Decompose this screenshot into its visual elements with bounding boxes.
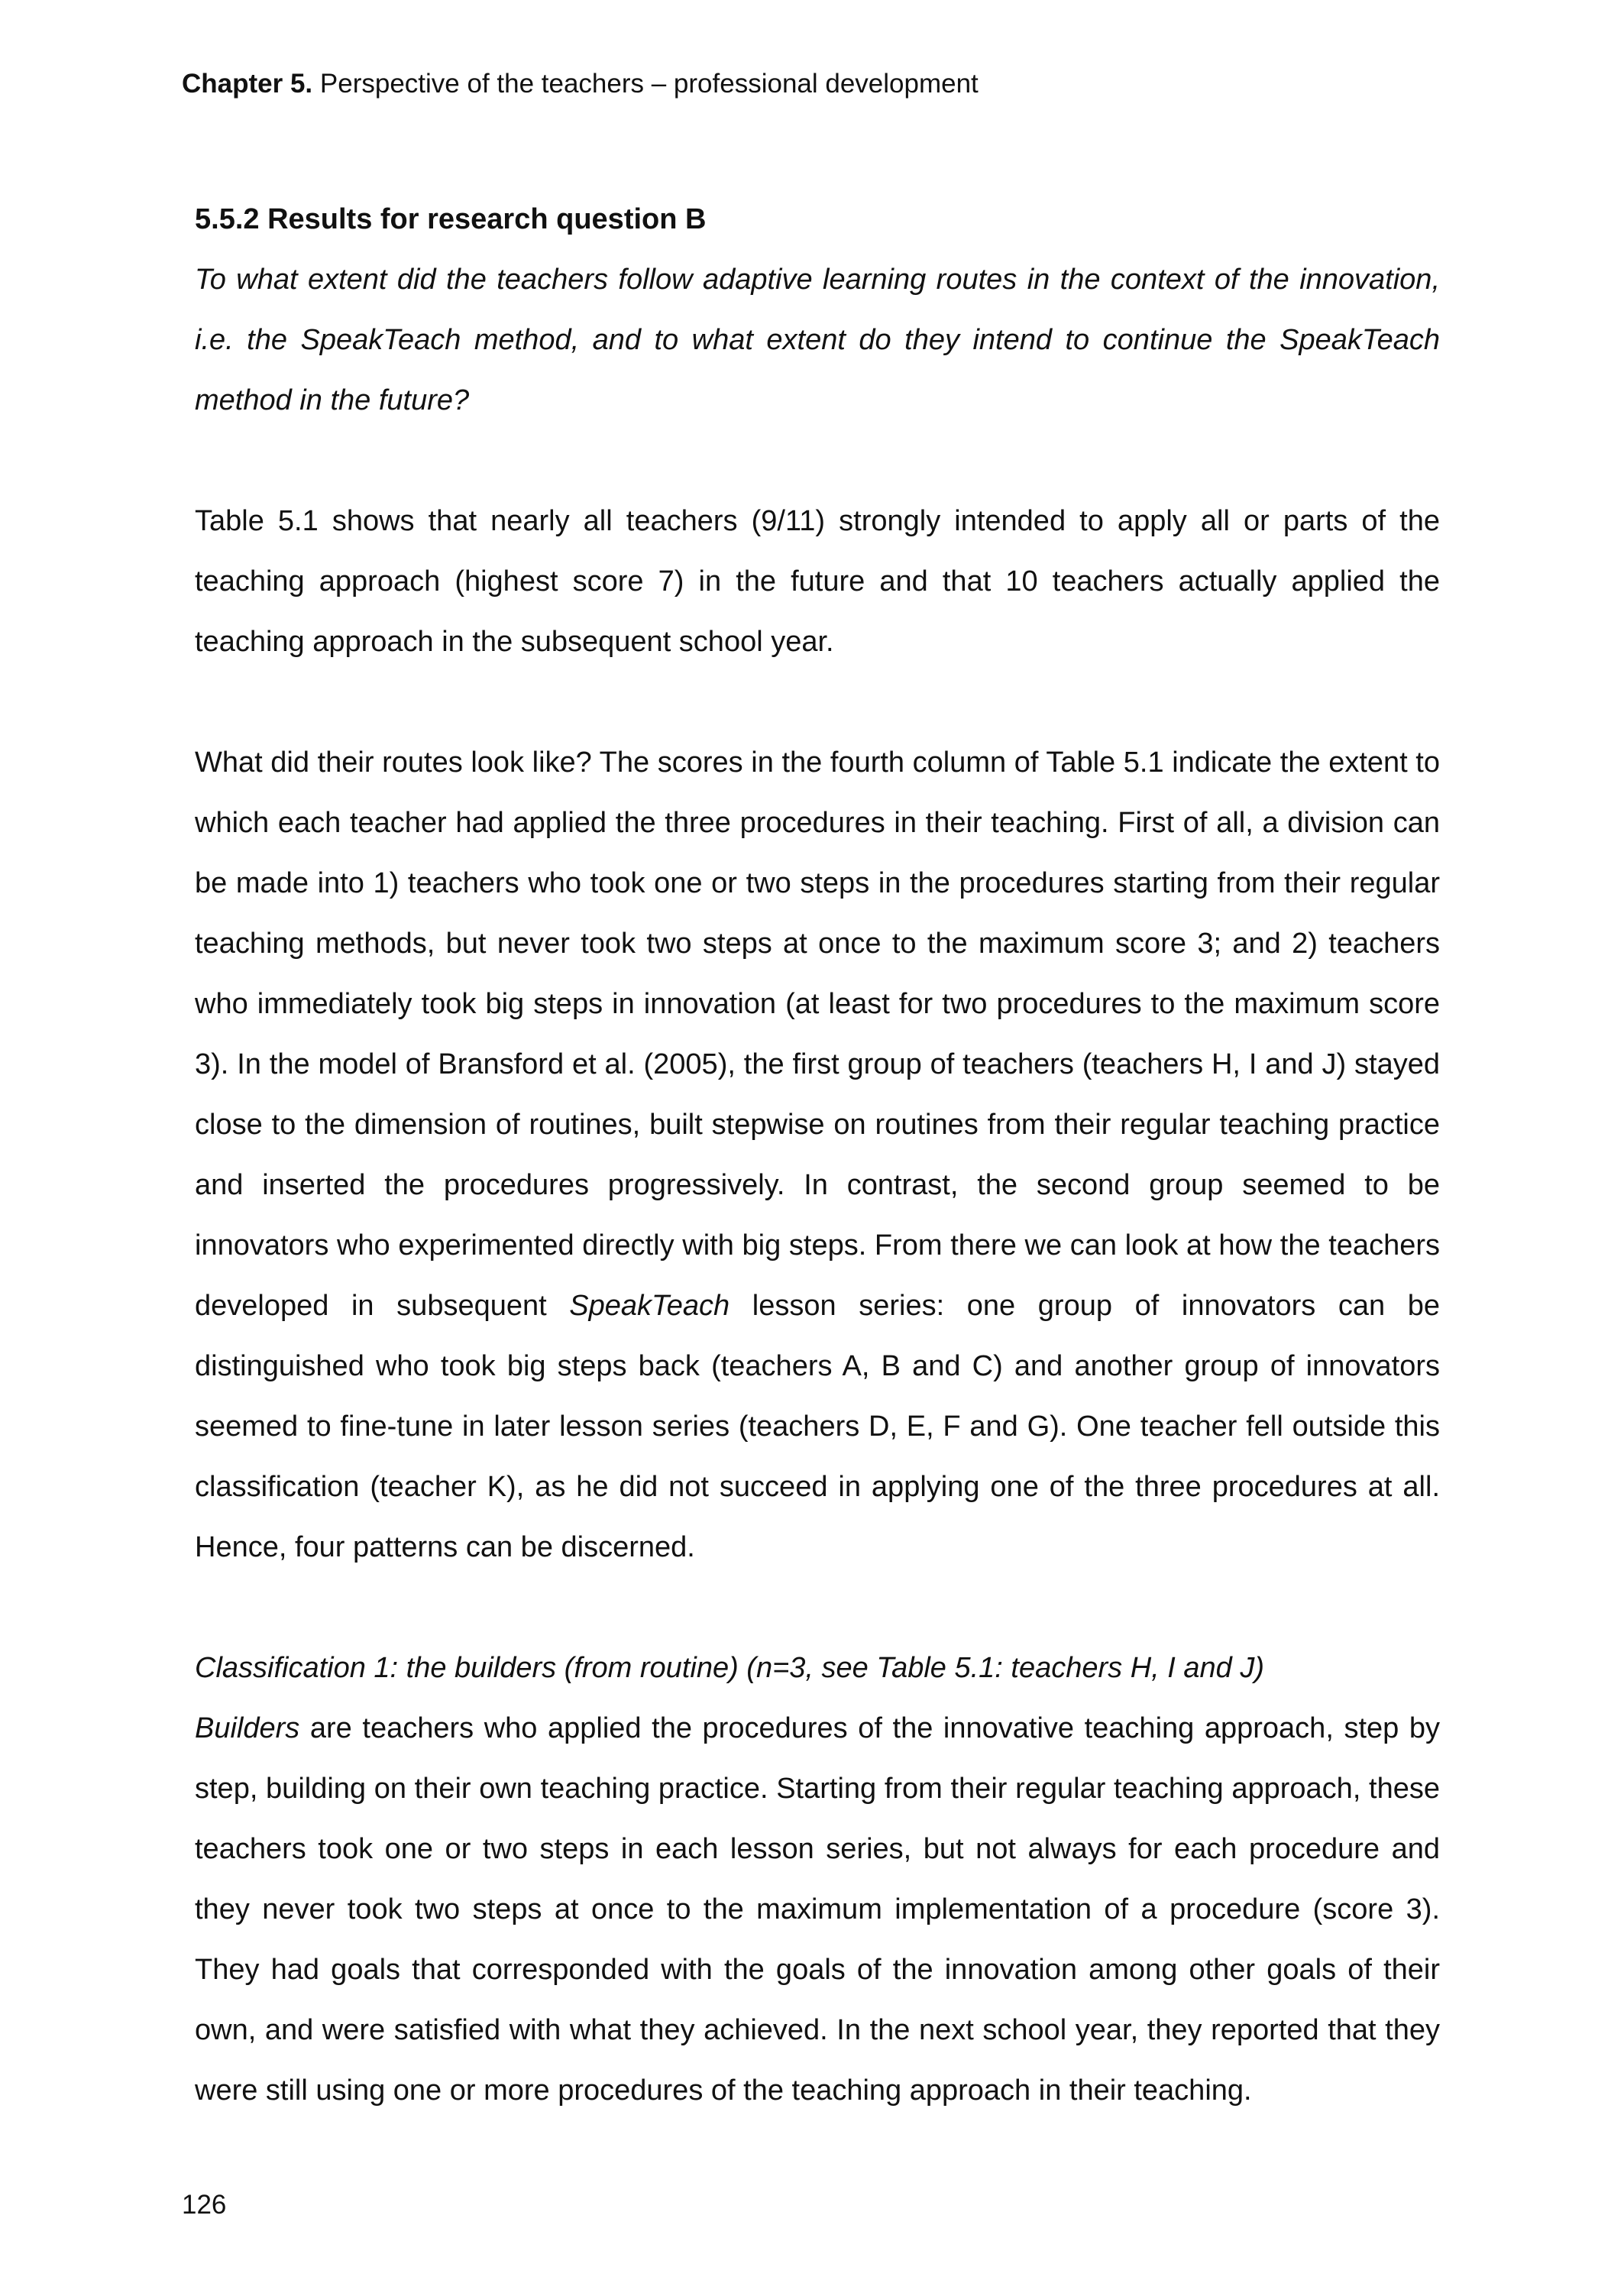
paragraph-gap (195, 431, 1440, 491)
chapter-label: Chapter 5. (182, 69, 313, 99)
paragraph-3-term: Builders (195, 1712, 300, 1744)
paragraph-2-part-1: What did their routes look like? The scores in the fourth column of Table 5.1 indicate the extent to which each teacher had applied the three procedures in their teaching. First of all, a division can be made into 1) teachers who took one or two steps in the procedures starting from their regular teaching methods, but never took two steps at once to the maximum score 3; and 2) teachers who immediately took big steps in innovation (at least for two procedures to the maximum score 3). In the model of Bransford et al. (2005), the first group of teachers (teachers H, I and J) stayed close to the dimension of routines, built stepwise on routines from their regular teaching practice and inserted the procedures progressively. In contrast, the second group seemed to be innovators who experimented directly with big steps. From there we can look at how the teachers developed in subsequent (195, 747, 1440, 1322)
page-number: 126 (182, 2190, 227, 2220)
paragraph-3-text: are teachers who applied the procedures of the innovative teaching approach, step by step, building on their own teaching practice. Starting from their regular teaching approach, these teachers took one or two steps in each lesson series, but not always for each procedure and they never took two steps at once to the maximum implementation of a procedure (score 3). They had goals that corresponded with the goals of the innovation among other goals of their own, and were satisfied with what they achieved. In the next school year, they reported that they were still using one or more procedures of the teaching approach in their teaching. (195, 1712, 1440, 2107)
chapter-title: Perspective of the teachers – professional development (319, 69, 979, 99)
paragraph-gap (195, 1578, 1440, 1638)
classification-heading: Classification 1: the builders (from routine) (n=3, see Table 5.1: teachers H, I and J) (195, 1652, 1265, 1684)
paragraph-2-term: SpeakTeach (569, 1290, 730, 1322)
section-heading: 5.5.2 Results for research question B (195, 203, 707, 235)
paragraph-2-part-2: lesson series: one group of innovators can be distinguished who took big steps back (teachers A, B and C) and another group of innovators seemed to fine-tune in later lesson series (teachers D, E, F and G). One teacher fell outside this classification (teacher K), as he did not succeed in applying one of the three procedures at all. Hence, four patterns can be discerned. (195, 1290, 1440, 1563)
paragraph-3 (195, 1699, 1440, 2121)
paragraph-2 (195, 733, 1440, 1578)
research-question: To what extent did the teachers follow adaptive learning routes in the context of the innovation, i.e. the SpeakTeach method, and to what extent do they intend to continue the SpeakTeach method in the future? (195, 264, 1440, 416)
page-body (195, 189, 1440, 2121)
paragraph-1: Table 5.1 shows that nearly all teachers (9/11) strongly intended to apply all or parts of the teaching approach (highest score 7) in the future and that 10 teachers actually applied the teaching approach in the subsequent school year. (195, 505, 1440, 658)
paragraph-gap (195, 672, 1440, 733)
running-header (182, 66, 979, 102)
